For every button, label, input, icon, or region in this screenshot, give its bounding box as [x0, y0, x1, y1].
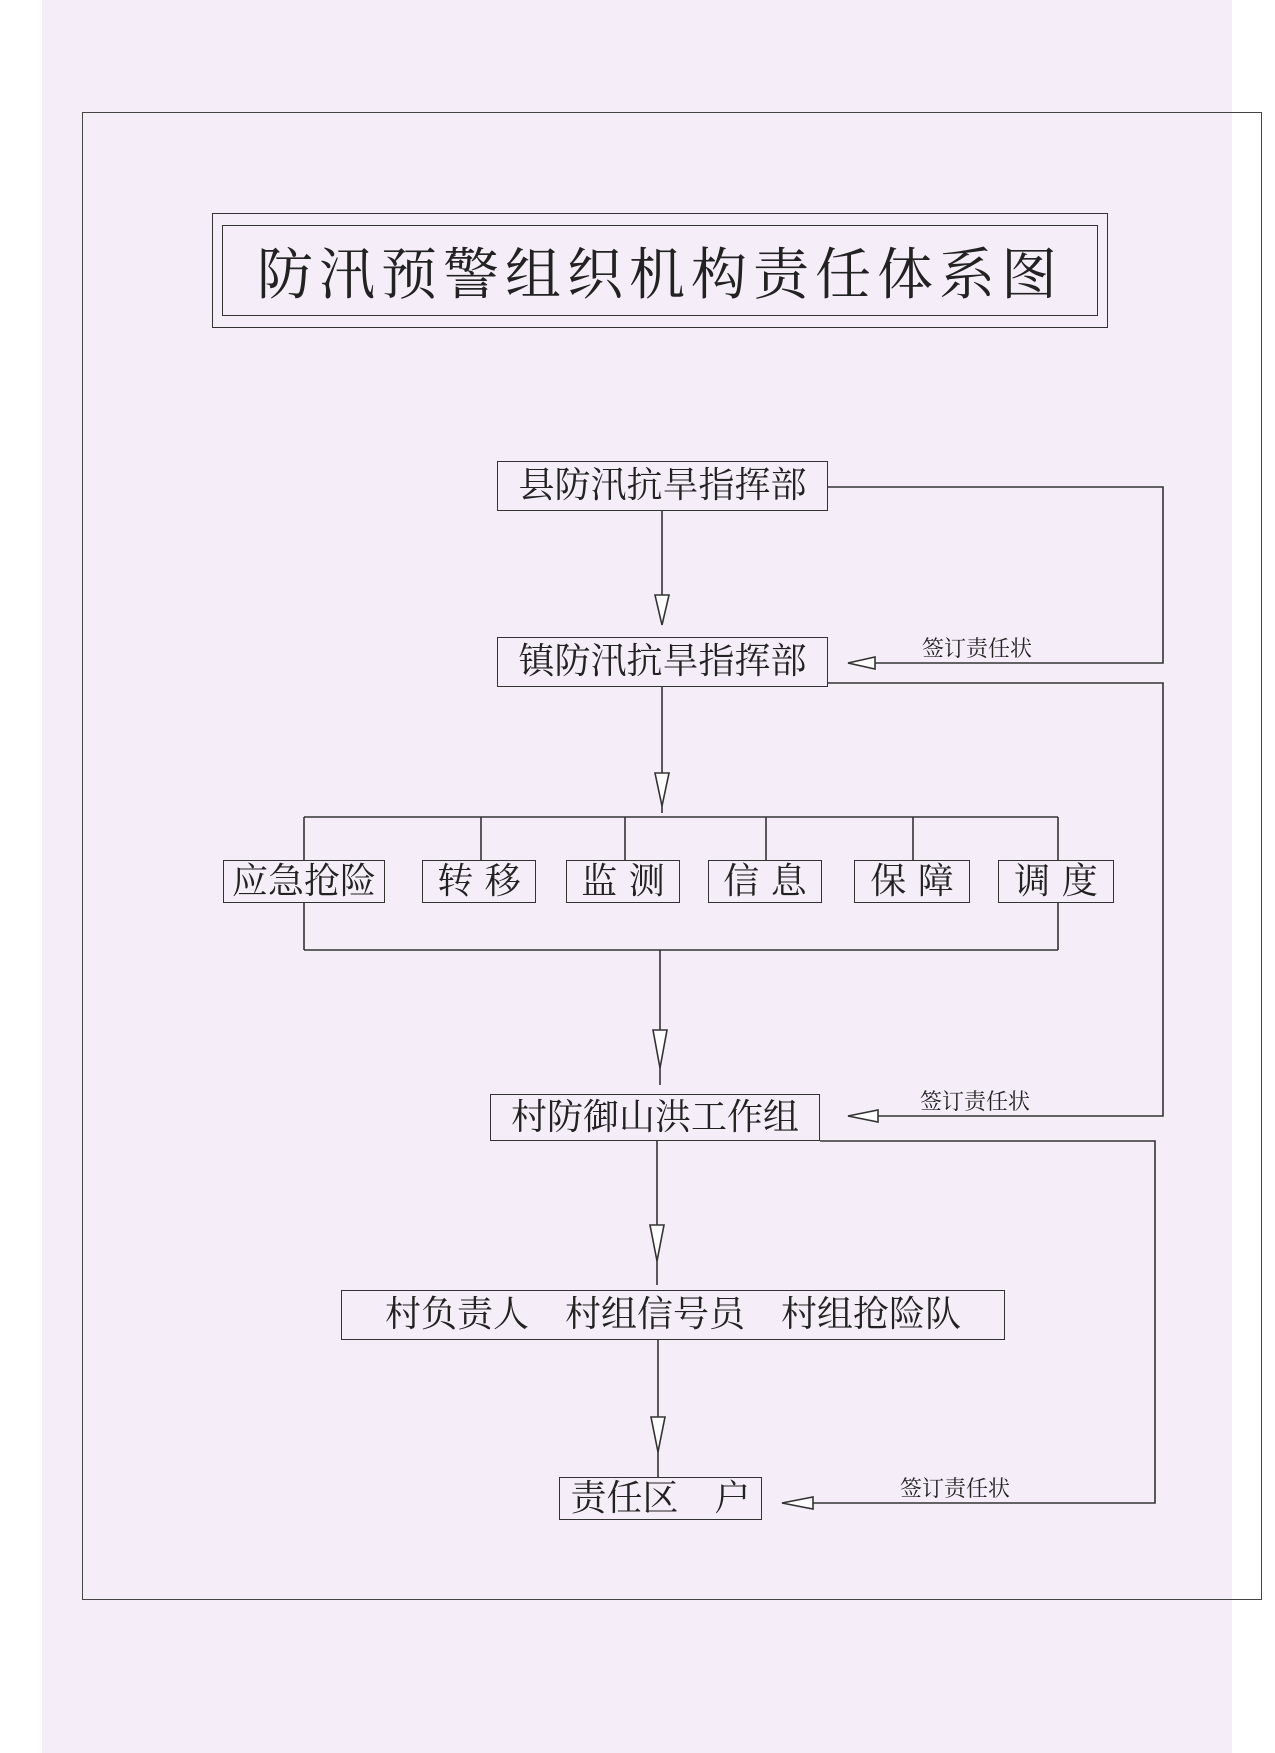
sign-label-village: 签订责任状 [920, 1090, 1031, 1115]
team-information: 信 息 [708, 860, 822, 903]
sign-label-town: 签订责任状 [922, 637, 1033, 662]
node-county-hq: 县防汛抗旱指挥部 [497, 461, 828, 511]
team-emergency-rescue: 应急抢险 [223, 860, 385, 903]
arrowhead-village [653, 1030, 667, 1068]
diagram-title: 防汛预警组织机构责任体系图 [222, 225, 1098, 316]
node-households: 责任区 户 [559, 1477, 762, 1520]
sign-label-households: 签订责任状 [900, 1477, 1011, 1502]
node-village-working-group: 村防御山洪工作组 [490, 1094, 820, 1141]
arrowhead-teams [655, 773, 669, 806]
arrowhead-households [651, 1417, 665, 1452]
node-town-hq: 镇防汛抗旱指挥部 [497, 637, 828, 687]
arrowhead-town [655, 595, 669, 625]
node-village-personnel: 村负责人 村组信号员 村组抢险队 [341, 1290, 1005, 1340]
team-monitoring: 监 测 [566, 860, 680, 903]
arrowhead-people [650, 1225, 664, 1261]
team-support: 保 障 [854, 860, 970, 903]
team-dispatch: 调 度 [998, 860, 1114, 903]
team-evacuation: 转 移 [422, 860, 536, 903]
